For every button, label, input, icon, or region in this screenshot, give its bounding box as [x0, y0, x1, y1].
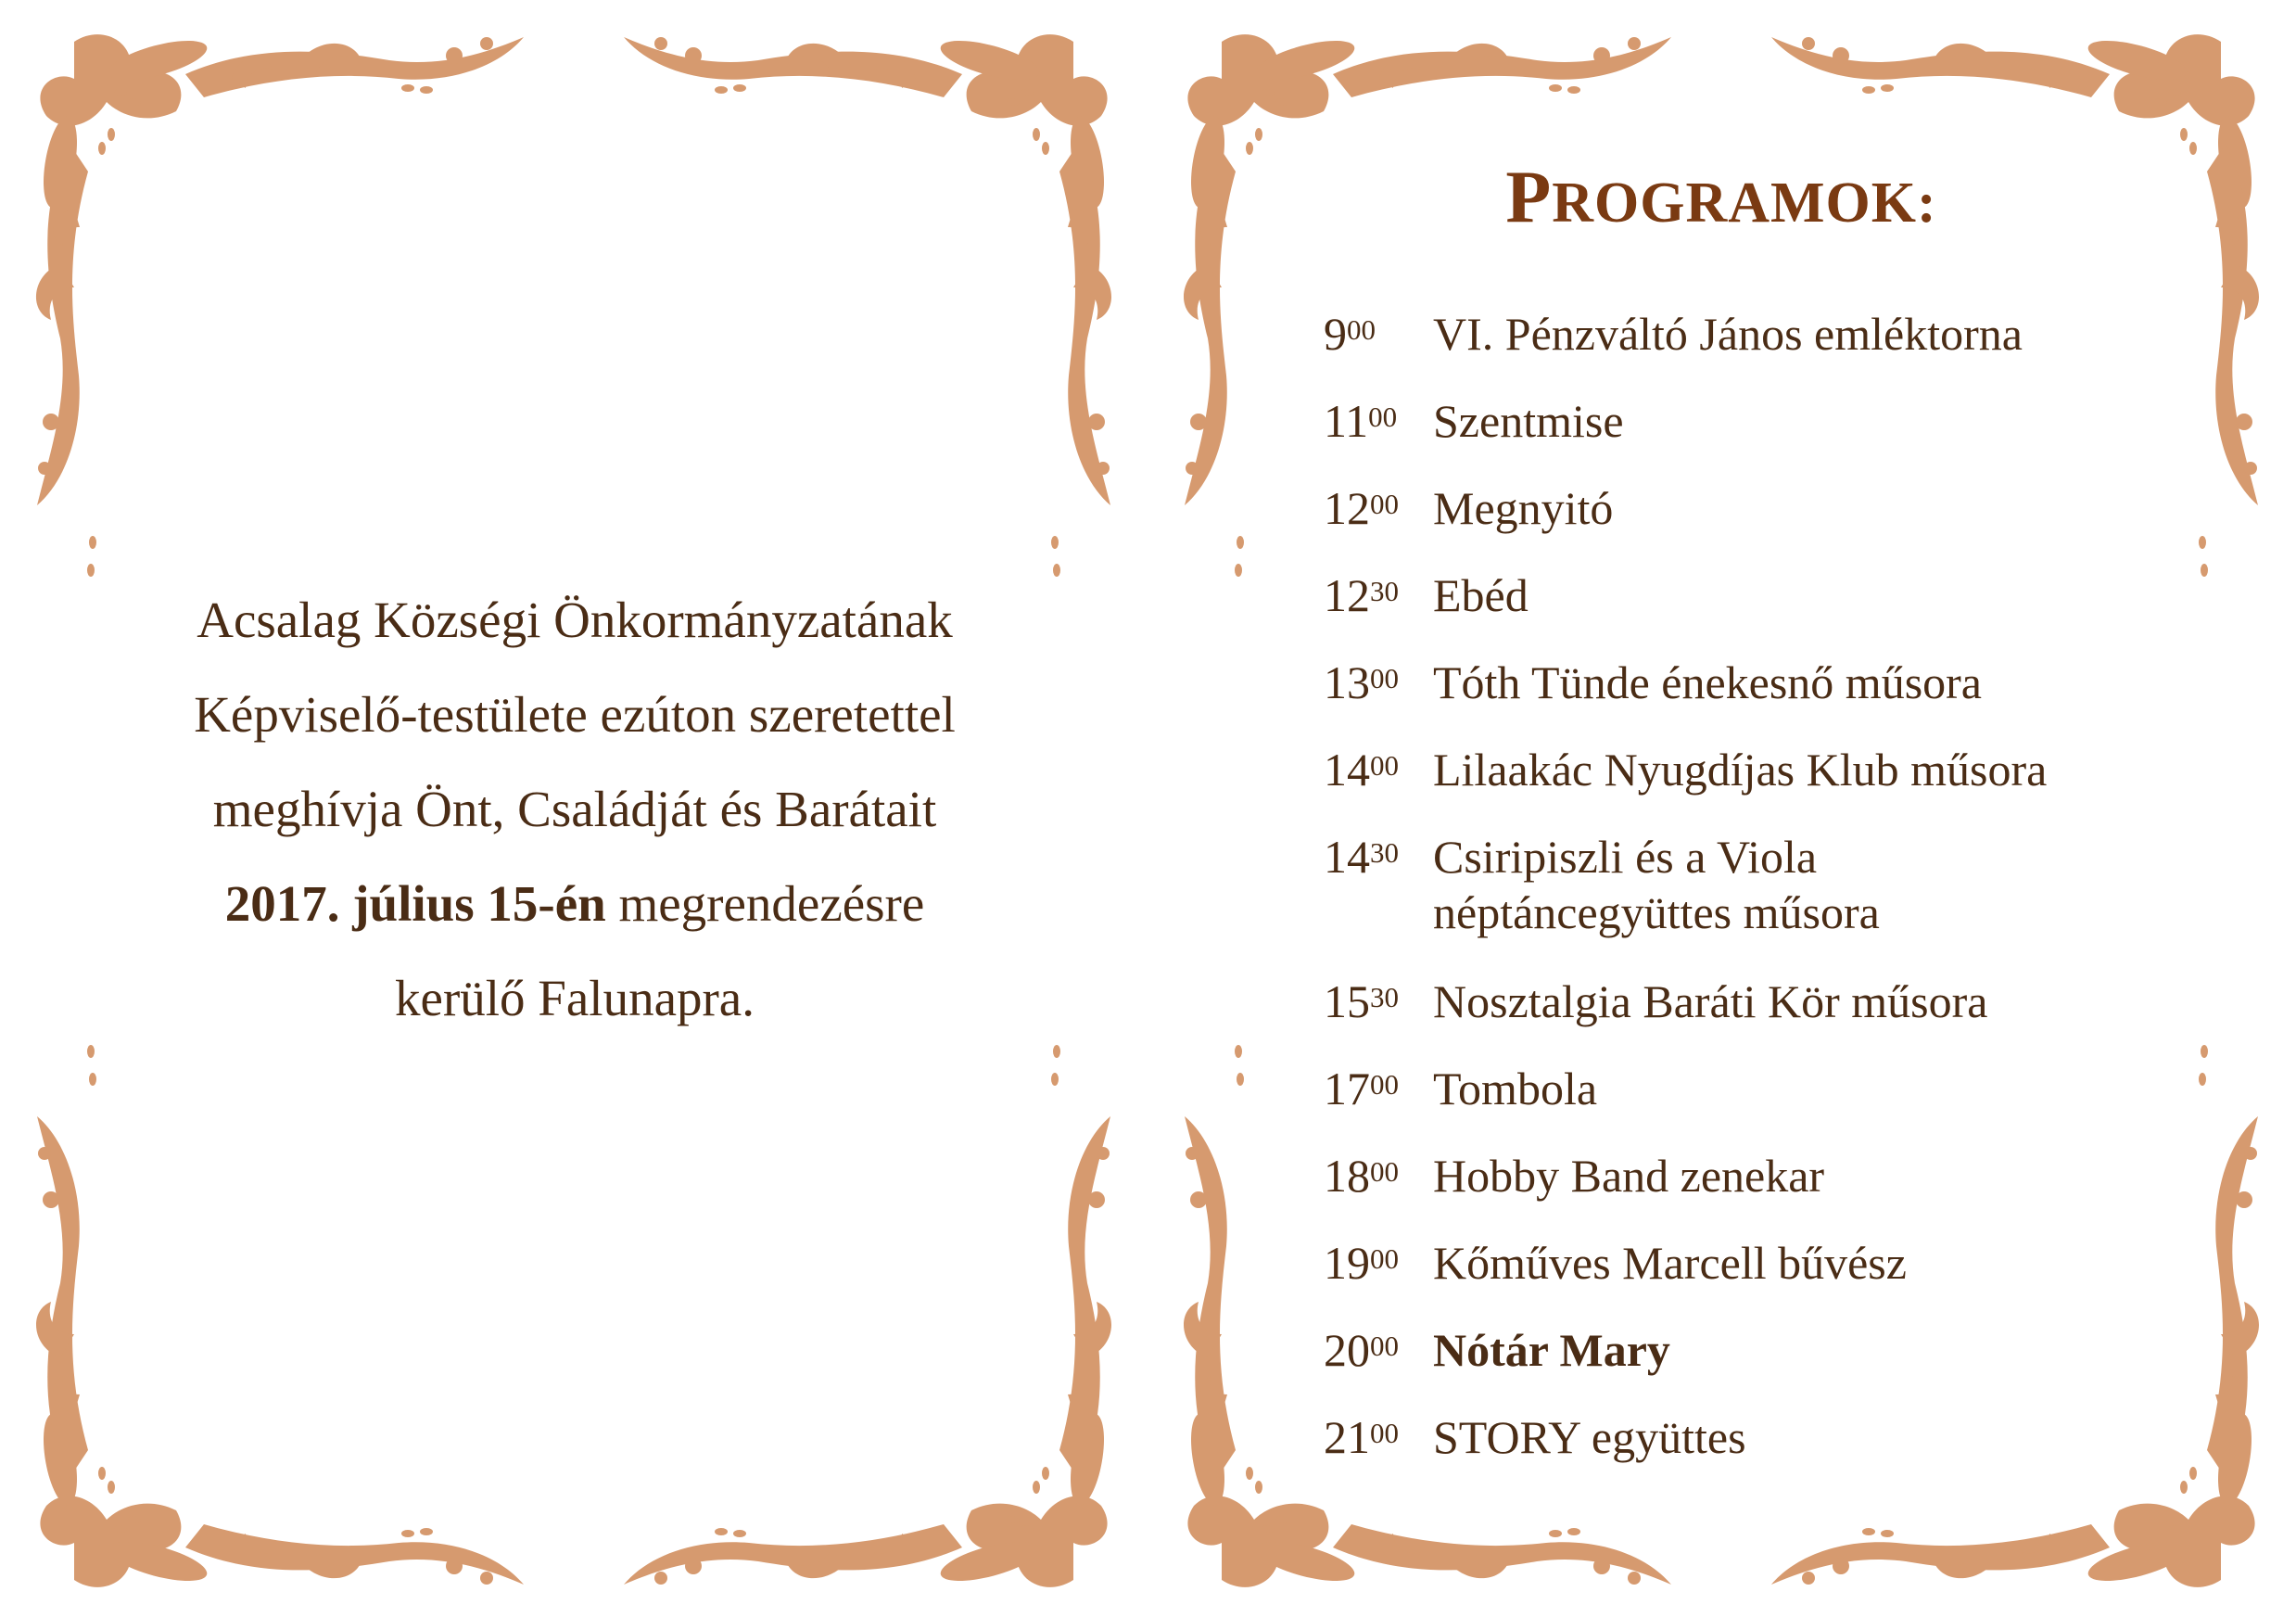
schedule-event [1433, 829, 2158, 940]
time-minute: 00 [1370, 1242, 1399, 1275]
time-minute: 00 [1370, 488, 1399, 520]
schedule-time [1324, 306, 1433, 362]
schedule-event [1433, 974, 2158, 1029]
schedule-event [1433, 742, 2158, 797]
schedule-time [1324, 974, 1433, 1029]
time-hour: 11 [1324, 395, 1369, 447]
program-title-initial: P [1505, 157, 1553, 238]
invitation-line-5: kerülő Falunapra. [395, 970, 755, 1026]
schedule-time [1324, 1322, 1433, 1378]
time-hour: 20 [1324, 1324, 1370, 1376]
schedule-time [1324, 829, 1433, 885]
invitation-text [130, 573, 1020, 1046]
schedule-event [1433, 1409, 2158, 1465]
time-minute: 30 [1370, 981, 1399, 1013]
invitation-line-4-rest: megrendezésre [605, 875, 925, 932]
ornament-corner-bottom-left [19, 949, 538, 1598]
schedule-time [1324, 1235, 1433, 1291]
schedule-event [1433, 1235, 2158, 1291]
time-minute: 00 [1370, 1155, 1399, 1188]
program-schedule [1324, 306, 2158, 1496]
schedule-time [1324, 567, 1433, 623]
event-label: VI. Pénzváltó János emléktorna [1433, 308, 2023, 360]
event-label-continued: néptáncegyüttes műsora [1433, 886, 1880, 938]
time-hour: 13 [1324, 656, 1370, 708]
schedule-row [1324, 1409, 2158, 1496]
schedule-event [1433, 1322, 2158, 1378]
event-label: Nótár Mary [1433, 1324, 1670, 1376]
event-label: Nosztalgia Baráti Kör műsora [1433, 975, 1988, 1027]
schedule-time [1324, 655, 1433, 710]
time-minute: 00 [1347, 313, 1376, 346]
event-label: Tóth Tünde énekesnő műsora [1433, 656, 1982, 708]
schedule-row [1324, 829, 2158, 974]
schedule-event [1433, 306, 2158, 362]
time-hour: 12 [1324, 569, 1370, 621]
time-hour: 15 [1324, 975, 1370, 1027]
time-hour: 12 [1324, 482, 1370, 534]
event-label: Kőműves Marcell bűvész [1433, 1237, 1907, 1289]
event-label: STORY együttes [1433, 1411, 1746, 1463]
event-label: Hobby Band zenekar [1433, 1150, 1825, 1202]
event-label: Megnyitó [1433, 482, 1614, 534]
event-label: Lilaakác Nyugdíjas Klub műsora [1433, 744, 2048, 796]
schedule-row [1324, 1148, 2158, 1235]
time-minute: 00 [1370, 662, 1399, 694]
time-minute: 30 [1370, 575, 1399, 607]
time-hour: 21 [1324, 1411, 1370, 1463]
time-minute: 30 [1370, 836, 1399, 869]
program-title-rest: ROGRAMOK: [1552, 172, 1937, 235]
invitation-line-1: Acsalag Községi Önkormányzatának [197, 592, 953, 648]
time-minute: 00 [1370, 749, 1399, 782]
schedule-time [1324, 393, 1433, 449]
schedule-row [1324, 742, 2158, 829]
event-label: Ebéd [1433, 569, 1529, 621]
time-hour: 14 [1324, 744, 1370, 796]
schedule-row [1324, 655, 2158, 742]
time-minute: 00 [1370, 1068, 1399, 1101]
program-title [1148, 156, 2295, 240]
schedule-time [1324, 1148, 1433, 1203]
time-minute: 00 [1370, 1417, 1399, 1449]
schedule-time [1324, 742, 1433, 797]
event-label: Tombola [1433, 1063, 1598, 1114]
schedule-event [1433, 1148, 2158, 1203]
schedule-time [1324, 1061, 1433, 1116]
schedule-event [1433, 655, 2158, 710]
invitation-line-3: meghívja Önt, Családját és Barátait [212, 781, 937, 837]
event-date: 2017. július 15-én [224, 875, 606, 932]
schedule-row [1324, 567, 2158, 655]
schedule-time [1324, 1409, 1433, 1465]
schedule-event [1433, 480, 2158, 536]
ornament-corner-bottom-right [610, 949, 1129, 1598]
schedule-row [1324, 393, 2158, 480]
time-hour: 19 [1324, 1237, 1370, 1289]
schedule-row [1324, 306, 2158, 393]
event-label: Csiripiszli és a Viola [1433, 831, 1818, 883]
schedule-event [1433, 393, 2158, 449]
schedule-row [1324, 1061, 2158, 1148]
schedule-row [1324, 1235, 2158, 1322]
time-minute: 00 [1368, 401, 1398, 433]
event-label: Szentmise [1433, 395, 1624, 447]
schedule-row [1324, 480, 2158, 567]
invitation-line-4 [130, 857, 1020, 951]
program-panel [1148, 0, 2295, 1617]
time-hour: 9 [1324, 308, 1347, 360]
time-hour: 14 [1324, 831, 1370, 883]
invitation-line-2: Képviselő-testülete ezúton szeretettel [194, 686, 956, 743]
schedule-row [1324, 1322, 2158, 1409]
time-minute: 00 [1370, 1330, 1399, 1362]
schedule-row [1324, 974, 2158, 1061]
schedule-event [1433, 1061, 2158, 1116]
time-hour: 17 [1324, 1063, 1370, 1114]
time-hour: 18 [1324, 1150, 1370, 1202]
schedule-event [1433, 567, 2158, 623]
schedule-time [1324, 480, 1433, 536]
